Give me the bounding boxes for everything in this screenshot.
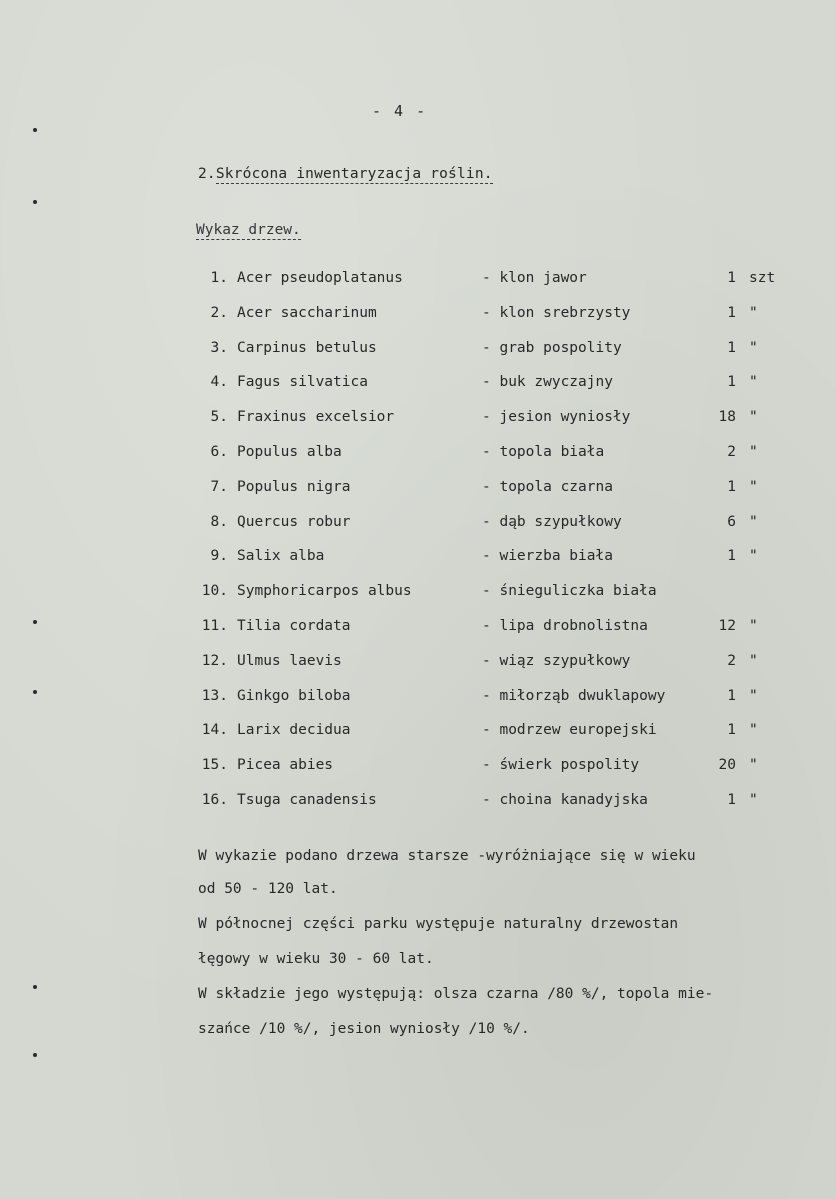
tree-unit: " (749, 652, 758, 669)
tree-number: 2. (210, 304, 228, 321)
tree-polish-name: - śnieguliczka biała (482, 583, 657, 600)
tree-number: 6. (210, 444, 228, 460)
tree-number: 10. (201, 583, 228, 600)
tree-polish-name: - lipa drobnolistna (482, 618, 648, 634)
tree-unit: " (749, 792, 758, 808)
tree-latin-name: Fagus silvatica (237, 374, 368, 391)
tree-row (0, 305, 836, 327)
section-title (198, 166, 493, 182)
tree-number: 15. (201, 757, 228, 774)
tree-count: 2 (727, 652, 736, 669)
tree-number: 13. (201, 687, 228, 704)
tree-polish-name: - modrzew europejski (482, 722, 657, 739)
section-title-text: Skrócona inwentaryzacja roślin. (215, 166, 493, 182)
tree-unit: szt (749, 270, 776, 286)
tree-row (0, 479, 836, 501)
tree-polish-name: - miłorząb dwuklapowy (482, 687, 666, 704)
tree-latin-name: Picea abies (237, 757, 334, 774)
tree-row (0, 270, 836, 292)
tree-unit: " (749, 374, 758, 391)
tree-unit: " (749, 444, 758, 460)
tree-latin-name: Symphoricarpos albus (237, 583, 412, 600)
tree-polish-name: - świerk pospolity (482, 757, 640, 774)
tree-unit: " (749, 513, 758, 530)
tree-polish-name: - buk zwyczajny (482, 374, 613, 391)
tree-polish-name: - klon srebrzysty (482, 304, 631, 321)
tree-count: 18 (718, 409, 736, 426)
tree-polish-name: - topola biała (482, 444, 605, 460)
tree-number: 4. (210, 374, 228, 391)
paragraph-line: szańce /10 %/, jesion wyniosły /10 %/. (198, 1021, 530, 1037)
tree-latin-name: Acer pseudoplatanus (237, 270, 403, 286)
tree-count: 1 (727, 722, 736, 739)
tree-polish-name: - wierzba biała (482, 548, 613, 565)
tree-polish-name: - klon jawor (482, 270, 587, 286)
tree-polish-name: - jesion wyniosły (482, 409, 631, 426)
tree-row (0, 722, 836, 744)
tree-number: 16. (201, 792, 228, 808)
tree-count: 2 (727, 444, 736, 460)
tree-count: 20 (718, 757, 736, 774)
paragraph-line: W wykazie podano drzewa starsze -wyróżniające się w wieku (198, 848, 696, 864)
tree-number: 1. (210, 270, 228, 286)
margin-mark (33, 200, 37, 204)
tree-count: 1 (727, 548, 736, 565)
margin-mark (33, 985, 37, 989)
tree-row (0, 688, 836, 710)
tree-polish-name: - wiąz szypułkowy (482, 652, 631, 669)
page-number: - 4 - (372, 102, 428, 120)
tree-polish-name: - grab pospolity (482, 339, 622, 356)
tree-latin-name: Ginkgo biloba (237, 687, 351, 704)
tree-row (0, 548, 836, 570)
tree-number: 9. (210, 548, 228, 565)
tree-number: 8. (210, 513, 228, 530)
tree-latin-name: Carpinus betulus (237, 339, 377, 356)
tree-latin-name: Populus nigra (237, 478, 351, 495)
section-number: 2. (198, 166, 216, 182)
tree-count: 1 (727, 339, 736, 356)
tree-latin-name: Quercus robur (237, 513, 351, 530)
tree-row (0, 757, 836, 779)
tree-row (0, 514, 836, 536)
tree-unit: " (749, 618, 758, 634)
tree-polish-name: - dąb szypułkowy (482, 513, 622, 530)
tree-unit: " (749, 548, 758, 565)
paragraph-line: W północnej części parku występuje naturalny drzewostan (198, 916, 679, 932)
tree-count: 1 (727, 478, 736, 495)
tree-latin-name: Larix decidua (237, 722, 351, 739)
tree-latin-name: Ulmus laevis (237, 652, 342, 669)
tree-polish-name: - topola czarna (482, 478, 613, 495)
tree-latin-name: Tsuga canadensis (237, 792, 377, 808)
tree-number: 11. (201, 618, 228, 634)
tree-latin-name: Tilia cordata (237, 618, 351, 634)
margin-mark (33, 128, 37, 132)
tree-row (0, 444, 836, 466)
tree-number: 3. (210, 339, 228, 356)
tree-row (0, 340, 836, 362)
tree-number: 7. (210, 478, 228, 495)
tree-unit: " (749, 687, 758, 704)
tree-unit: " (749, 722, 758, 739)
tree-count: 6 (727, 513, 736, 530)
tree-unit: " (749, 304, 758, 321)
tree-count: 1 (727, 792, 736, 808)
tree-row (0, 792, 836, 814)
tree-count: 1 (727, 374, 736, 391)
paragraph-line: od 50 - 120 lat. (198, 881, 338, 897)
margin-mark (33, 1053, 37, 1057)
tree-row (0, 618, 836, 640)
tree-latin-name: Salix alba (237, 548, 325, 565)
tree-unit: " (749, 339, 758, 356)
list-heading: Wykaz drzew. (196, 222, 301, 238)
paragraph-line: W składzie jego występują: olsza czarna /80 %/, topola mie- (198, 986, 714, 1002)
tree-row (0, 409, 836, 431)
tree-row (0, 374, 836, 396)
tree-number: 5. (210, 409, 228, 426)
tree-unit: " (749, 478, 758, 495)
tree-latin-name: Populus alba (237, 444, 342, 460)
tree-count: 12 (718, 618, 736, 634)
tree-count: 1 (727, 270, 736, 286)
tree-number: 12. (201, 652, 228, 669)
tree-row (0, 653, 836, 675)
tree-latin-name: Fraxinus excelsior (237, 409, 395, 426)
tree-unit: " (749, 757, 758, 774)
tree-count: 1 (727, 304, 736, 321)
tree-number: 14. (201, 722, 228, 739)
paragraph-line: łęgowy w wieku 30 - 60 lat. (198, 951, 434, 967)
tree-polish-name: - choina kanadyjska (482, 792, 648, 808)
tree-count: 1 (727, 687, 736, 704)
tree-row (0, 583, 836, 605)
tree-latin-name: Acer saccharinum (237, 304, 377, 321)
tree-unit: " (749, 409, 758, 426)
